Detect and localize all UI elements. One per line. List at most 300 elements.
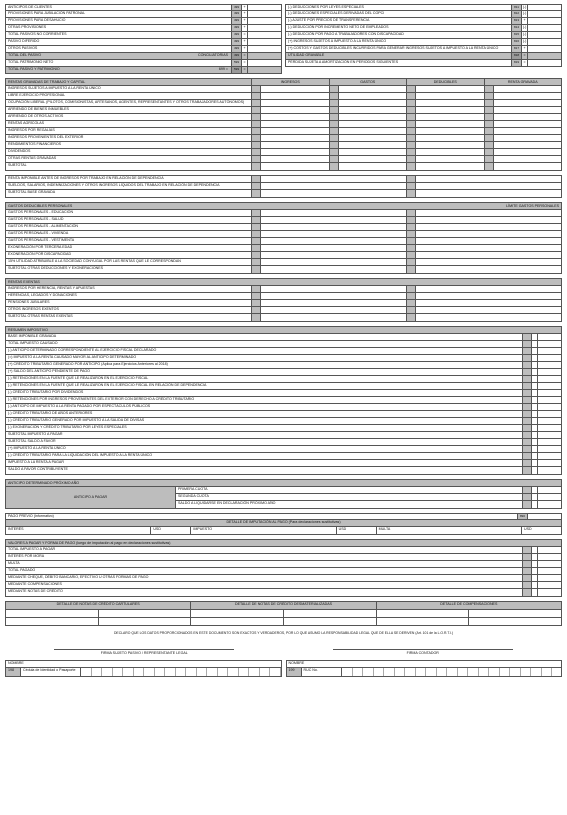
value-field[interactable] [537,487,561,493]
grid-row [6,404,561,411]
value-field[interactable] [415,176,561,182]
row-code: 499 [231,46,241,52]
value-field[interactable] [415,86,484,92]
value-field[interactable] [537,446,561,452]
grid-row [6,418,561,425]
row-label: (-) CRÉDITO TRIBUTARIO POR DIVIDENDOS [8,390,84,395]
grid-row [6,100,561,107]
row-code [522,376,531,382]
value-field[interactable] [338,156,407,162]
exentas-section [5,278,562,322]
pago-previo-value[interactable] [527,514,561,519]
row-label: ARRIENDO DE BIENES INMUEBLES [8,107,69,112]
grid-row [6,176,561,183]
value-field[interactable] [537,376,561,382]
value-field[interactable] [247,18,281,24]
row-code [251,135,260,141]
row-code [406,210,415,216]
row-code [406,149,415,155]
row-label: TOTAL PAGADO [8,568,36,573]
row-code: 499 [231,5,241,10]
value-field[interactable] [260,300,406,306]
grid-row [6,376,561,383]
row-sign: = [521,60,527,66]
grid-row [6,390,561,397]
grid-row [6,252,561,259]
value-field[interactable] [415,142,484,148]
value-field[interactable] [537,589,561,596]
value-field[interactable] [260,190,406,197]
value-field[interactable] [338,142,407,148]
rentas-grid [5,86,562,171]
row-code [522,334,531,340]
value-field[interactable] [537,404,561,410]
value-field[interactable] [537,494,561,500]
value-field[interactable] [338,93,407,99]
row-code [251,86,260,92]
grid-row [176,487,561,494]
anticipo-header: ANTICIPO DETERMINADO PRÓXIMO AÑO [5,479,562,487]
row-label: PRIMERA CUOTA [178,487,208,492]
value-field[interactable] [247,32,281,38]
value-field[interactable] [415,314,561,321]
row-code [251,210,260,216]
value-field[interactable] [537,425,561,431]
value-field[interactable] [537,439,561,445]
accountant-ruc-field[interactable] [341,668,562,676]
value-field[interactable] [260,128,329,134]
row-code [251,156,260,162]
value-field[interactable] [415,190,561,197]
value-field[interactable] [415,156,484,162]
row-label: OTROS PASIVOS [8,46,38,51]
row-code [406,266,415,273]
row-code [406,231,415,237]
notas-row-1 [5,610,562,618]
row-code [251,286,260,292]
value-field[interactable] [537,334,561,340]
value-field[interactable] [260,135,329,141]
grid-row [6,411,561,418]
value-field[interactable] [247,5,281,10]
grid-row [6,217,561,224]
value-field[interactable] [493,135,562,141]
value-field[interactable] [260,107,329,113]
value-field[interactable] [415,238,561,244]
rentas-col-header: INGRESOS [251,79,329,85]
row-code [522,341,531,347]
value-field[interactable] [247,11,281,17]
row-code [484,135,493,141]
row-code: 817 [511,46,521,52]
row-label: SUELDOS, SALARIOS, INDEMNIZACIONES Y OTROS INGRESOS LÍQUIDOS DEL TRABAJO EN RELACIÓN DE DEPENDENCIA [8,183,220,188]
grid-row [6,314,561,321]
row-label: INGRESOS POR REGALÍAS [8,128,55,133]
value-field[interactable] [527,46,561,52]
value-field[interactable] [537,568,561,574]
value-field[interactable] [415,307,561,313]
row-code [522,460,531,466]
row-sign: + [521,46,527,52]
value-field[interactable] [537,561,561,567]
value-field[interactable] [247,60,281,66]
value-field[interactable] [260,163,329,170]
row-label: MULTA [8,561,20,566]
value-field[interactable] [260,307,406,313]
grid-row [6,300,561,307]
taxpayer-id-field[interactable] [80,668,281,676]
value-field[interactable] [338,107,407,113]
deducciones-section [5,202,562,274]
value-field[interactable] [537,418,561,424]
value-field[interactable] [537,341,561,347]
row-sign: (-) [522,11,527,16]
row-code [406,314,415,321]
row-code [251,121,260,127]
row-code [329,149,338,155]
grid-row [6,547,561,554]
value-field[interactable] [415,252,561,258]
row-code [484,100,493,106]
value-field[interactable] [260,156,329,162]
row-code [329,93,338,99]
value-field[interactable] [338,86,407,92]
value-field[interactable] [527,32,561,38]
row-label: MEDIANTE NOTAS DE CRÉDITO [8,589,63,594]
value-field[interactable] [415,224,561,230]
row-label: TOTAL DEL PASIVO [8,53,42,58]
deducciones-grid [5,210,562,274]
anticipo-section [5,479,562,509]
value-field[interactable] [493,128,562,134]
value-field[interactable] [247,25,281,31]
value-field[interactable] [527,53,561,59]
value-field[interactable] [415,107,484,113]
value-field[interactable] [493,86,562,92]
row-code [522,575,531,581]
value-field[interactable] [537,397,561,403]
value-field[interactable] [537,453,561,459]
row-label: SUBTOTAL OTRAS DEDUCCIONES Y EXONERACIONES [8,266,104,271]
row-label: SALDO A FAVOR CONTRIBUYENTE [8,467,68,472]
row-extra: 699 = [218,67,228,72]
row-code [329,86,338,92]
value-field[interactable] [260,224,406,230]
row-code [522,369,531,375]
value-field[interactable] [493,114,562,120]
value-field[interactable] [527,11,561,17]
row-label: DIVIDENDOS [8,149,31,154]
value-field[interactable] [247,46,281,52]
row-label: (-) ANTICIPO DETERMINADO CORRESPONDIENTE AL EJERCICIO FISCAL DECLARADO [8,348,157,353]
row-label: SUBTOTAL BASE GRAVADA [8,190,56,195]
value-field[interactable] [415,217,561,223]
grid-row [6,453,561,460]
row-code [251,100,260,106]
row-label: SUBTOTAL OTRAS RENTAS EXENTAS [8,314,73,319]
grid-row [176,494,561,501]
value-field[interactable] [537,390,561,396]
row-label: (+) COSTOS Y GASTOS DEDUCIBLES INCURRIDOS PARA GENERAR INGRESOS SUJETOS A IMPUESTO A LA RENTA ÚNICO [288,46,499,51]
row-code [406,93,415,99]
grid-row [6,128,561,135]
row-label: PASIVO DIFERIDO [8,39,40,44]
row-code [522,561,531,567]
grid-row [6,355,561,362]
value-field[interactable] [260,86,329,92]
row-sign: = [521,53,527,59]
value-field[interactable] [537,501,561,508]
row-code [329,121,338,127]
value-field[interactable] [537,547,561,553]
row-code: 499 [231,18,241,24]
row-code [406,107,415,113]
value-field[interactable] [527,60,561,66]
value-field[interactable] [493,149,562,155]
row-code [251,293,260,299]
value-field[interactable] [415,210,561,216]
value-field[interactable] [260,286,406,292]
value-field[interactable] [260,245,406,251]
top-left-table [5,4,282,74]
row-code [406,245,415,251]
grid-row [6,348,561,355]
value-field[interactable] [527,18,561,24]
rentas-col-header: GASTOS [329,79,407,85]
value-field[interactable] [260,183,406,189]
value-field[interactable] [537,582,561,588]
grid-row [6,460,561,467]
value-field[interactable] [415,121,484,127]
grid-row [6,467,561,474]
value-field[interactable] [493,163,562,170]
row-label: PÉRDIDA SUJETA A AMORTIZACIÓN EN PERIODOS SIGUIENTES [288,60,399,65]
signatures [5,649,562,655]
value-field[interactable] [260,114,329,120]
value-field[interactable] [527,25,561,31]
value-field[interactable] [527,39,561,45]
row-sign: = [241,53,247,59]
grid-row [6,383,561,390]
row-label: (-) AJUSTE POR PRECIOS DE TRANSFERENCIA [288,18,370,23]
value-field[interactable] [493,100,562,106]
row-label: (-) DEDUCCIONES ESPECIALES DERIVADAS DEL COPCI [288,11,385,16]
value-field[interactable] [537,355,561,361]
value-field[interactable] [260,252,406,258]
row-sign: + [241,11,247,17]
value-field[interactable] [537,348,561,354]
row-code [522,348,531,354]
grid-row [6,245,561,252]
value-field[interactable] [415,266,561,273]
row-code: 811 [511,5,521,10]
form-row [5,32,282,39]
grid-row [6,554,561,561]
value-field[interactable] [493,142,562,148]
grid-row [6,397,561,404]
row-code: 499 [231,39,241,45]
row-code [406,190,415,197]
value-field[interactable] [415,231,561,237]
rentas-col-header: DEDUCIBLES [406,79,484,85]
value-field[interactable] [260,210,406,216]
row-label: (-) ANTICIPO DE IMPUESTO A LA RENTA PAGADO POR ESPECTÁCULOS PÚBLICOS [8,404,151,409]
value-field[interactable] [415,259,561,265]
grid-row [6,135,561,142]
row-code: 814 [511,25,521,31]
value-field[interactable] [493,156,562,162]
value-field[interactable] [537,575,561,581]
rentas-col-header: RENTAS GRAVADAS DE TRABAJO Y CAPITAL [8,79,86,84]
row-code [406,100,415,106]
value-field[interactable] [527,5,561,10]
value-field[interactable] [260,259,406,265]
value-field[interactable] [415,286,561,292]
grid-row [6,93,561,100]
value-field[interactable] [338,100,407,106]
row-label: (+) IMPUESTO A LA RENTA ÚNICO [8,446,66,451]
row-label: TOTAL PASIVO Y PATRIMONIO [8,67,60,72]
value-field[interactable] [260,231,406,237]
impuesto-section [5,326,562,475]
value-field[interactable] [260,266,406,273]
value-field[interactable] [537,383,561,389]
value-field[interactable] [537,467,561,474]
value-field[interactable] [338,149,407,155]
row-label: (-) RETENCIONES EN LA FUENTE QUE LE REALIZARON EN EL EJERCICIO FISCAL EN RELACIÓN DE DEPENDENCIA [8,383,207,388]
notas-header: DETALLE DE NOTAS DE CRÉDITO CARTULARES DETALLE DE NOTAS DE CRÉDITO DESMATERIALIZADAS DETALLE DE COMPENSACIONES [5,601,562,610]
value-field[interactable] [415,163,484,170]
row-code [522,383,531,389]
row-label: LIBRE EJERCICIO PROFESIONAL [8,93,66,98]
value-field[interactable] [260,176,406,182]
row-code [406,217,415,223]
value-field[interactable] [415,300,561,306]
value-field[interactable] [493,93,562,99]
value-field[interactable] [537,362,561,368]
value-field[interactable] [260,93,329,99]
anticipo-box [5,487,562,509]
value-field[interactable] [338,135,407,141]
value-field[interactable] [260,121,329,127]
form-row [5,11,282,18]
row-code: 499 [231,25,241,31]
row-code [251,163,260,170]
row-code [522,582,531,588]
grid-row [6,568,561,575]
row-code [329,107,338,113]
row-code [406,183,415,189]
row-label: GASTOS PERSONALES - SALUD [8,217,64,222]
row-sign: + [241,18,247,24]
value-field[interactable] [338,163,407,170]
value-field[interactable] [247,53,281,59]
row-code [522,554,531,560]
form-row [285,39,562,46]
grid-row [6,561,561,568]
value-field[interactable] [415,114,484,120]
value-field[interactable] [415,100,484,106]
value-field[interactable] [260,293,406,299]
row-code [251,252,260,258]
form-row [5,67,282,74]
notas-credito-section [5,601,562,626]
value-field[interactable] [415,149,484,155]
value-field[interactable] [537,554,561,560]
grid-row [6,190,561,197]
row-code [406,86,415,92]
row-code [406,135,415,141]
value-field[interactable] [415,245,561,251]
row-code: 813 [511,18,521,24]
grid-row [6,369,561,376]
value-field[interactable] [260,238,406,244]
row-label: (-) DEDUCCIÓN POR INCREMENTO NETO DE EMPLEADOS [288,25,389,30]
grid-row [176,501,561,508]
grid-row [6,156,561,163]
value-field[interactable] [247,67,281,73]
value-field[interactable] [247,39,281,45]
value-field[interactable] [260,314,406,321]
value-field[interactable] [537,369,561,375]
value-field[interactable] [338,114,407,120]
anticipo-grid [176,487,561,508]
row-label: INTERÉS POR MORA [8,554,45,559]
row-label: (=) IMPUESTO A LA RENTA CAUSADO MAYOR AL ANTICIPO DETERMINADO [8,355,137,360]
value-field[interactable] [338,121,407,127]
impuesto-grid [5,334,562,475]
form-row [285,11,562,18]
value-field[interactable] [415,183,561,189]
row-sign: (-) [522,5,527,10]
rentas-gravadas-section [5,78,562,171]
grid-row [6,341,561,348]
row-code [406,156,415,162]
row-code [329,114,338,120]
row-code [329,100,338,106]
exentas-header: RENTAS EXENTAS [5,278,562,286]
row-label: TOTAL PATRIMONIO NETO [8,60,54,65]
value-field[interactable] [260,217,406,223]
value-field[interactable] [537,432,561,438]
value-field[interactable] [493,107,562,113]
row-code [406,300,415,306]
valores-header: VALORES A PAGAR Y FORMA DE PAGO (luego de imputación al pago en declaraciones sustitutivas) [5,539,562,547]
value-field[interactable] [260,100,329,106]
grid-row [6,582,561,589]
row-label: GASTOS PERSONALES - EDUCACIÓN [8,210,74,215]
value-field[interactable] [415,128,484,134]
value-field[interactable] [260,142,329,148]
value-field[interactable] [260,149,329,155]
row-label: TOTAL IMPUESTO A PAGAR [8,547,56,552]
value-field[interactable] [415,293,561,299]
row-sign: + [241,5,247,10]
row-code [484,142,493,148]
row-code [329,142,338,148]
value-field[interactable] [537,460,561,466]
deducciones-header: GASTOS DEDUCIBLES PERSONALES LÍMITE GASTOS PERSONALES [5,202,562,210]
value-field[interactable] [338,128,407,134]
value-field[interactable] [537,411,561,417]
row-label: ANTICIPOS DE CLIENTES [8,5,52,10]
value-field[interactable] [493,121,562,127]
row-code [406,259,415,265]
value-field[interactable] [415,135,484,141]
row-code [484,156,493,162]
value-field[interactable] [415,93,484,99]
row-label: (-) CRÉDITO TRIBUTARIO GENERADO POR IMPUESTO A LA SALIDA DE DIVISAS [8,418,145,423]
